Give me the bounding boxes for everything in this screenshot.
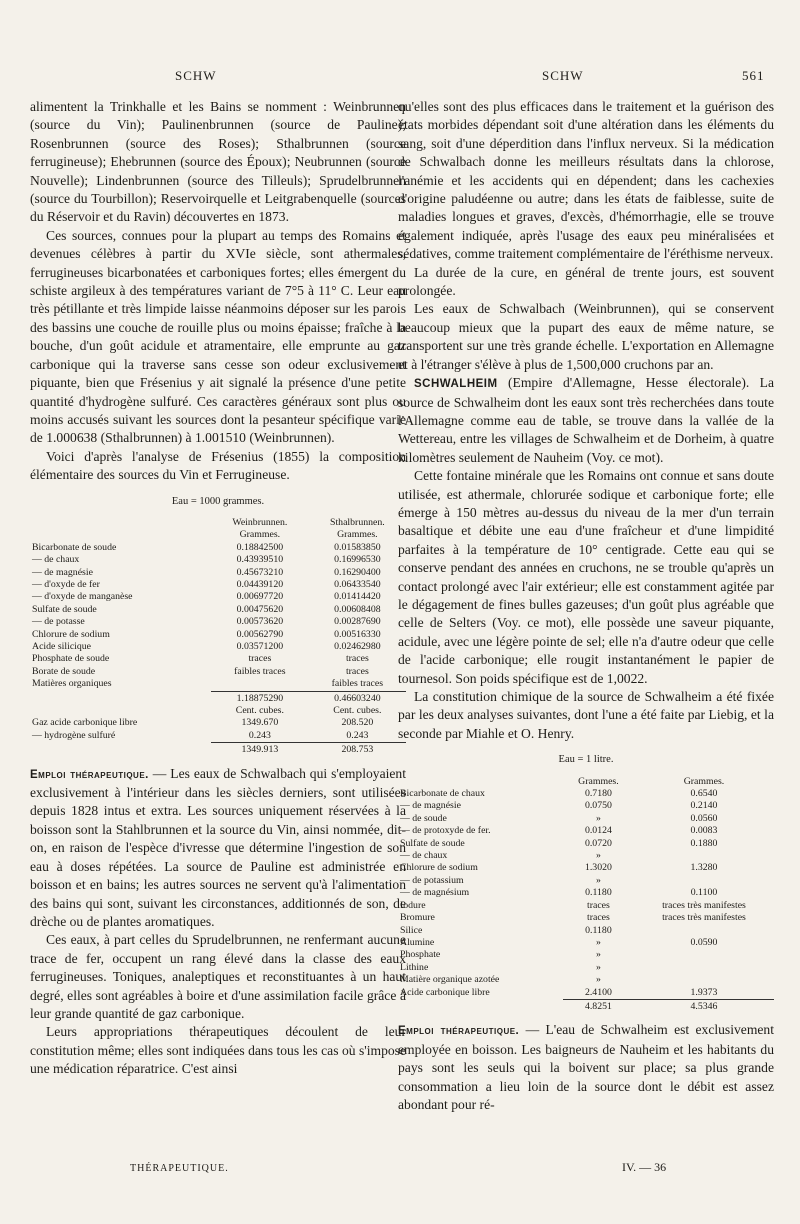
row-label: Acide silicique (32, 641, 92, 652)
row-label: — de potasse (32, 616, 85, 628)
table-row (30, 517, 406, 529)
cell-value: traces (587, 912, 610, 924)
cell-value: 1.18875290 (211, 691, 309, 705)
paragraph: Ces sources, connues pour la plupart au temps des Romains et devenues célèbres à partir du XVIe siècle, sont athermales, ferrugineuses bicarbonatées et carboniques fortes; elles émergent du schiste argileux à des températures variant de 7°5 à 11° C. Leur eau très pétillante et très limpide laisse néanmoins déposer sur les parois des bassins une couche de rouille plus ou moins épaisse; fraîche à la bouche, d'un goût acidule et atramentaire, elle emprunte au gaz carbonique qui la traverse sans cesse son odeur exclusivement piquante, bien que Frésenius y ait signalé la présence d'une petite quantité d'hydrogène sulfuré. Ces caractères généraux sont plus ou moins accusés suivant les sources dont la pesanteur spécifique varie de 1.000638 (Sthalbrunnen) à 1.001510 (Weinbrunnen). (30, 227, 406, 446)
row-label: — hydrogène sulfuré (32, 729, 116, 741)
row-label: Borate de soude (32, 665, 96, 677)
cell-value: 0.00573620 (236, 616, 284, 628)
cell-value: Weinbrunnen. (232, 516, 288, 528)
cell-value: 0.18842500 (236, 541, 284, 553)
row-label (30, 529, 211, 541)
cell-value: 0.00562790 (236, 628, 284, 640)
table-row (30, 641, 406, 653)
table-row (398, 962, 774, 974)
row-label (398, 999, 563, 1013)
cell-value: 208.753 (309, 743, 406, 757)
row-label: Acide carbonique libre (400, 986, 490, 998)
paragraph (398, 1021, 774, 1114)
cell-value (634, 949, 774, 961)
cell-value: faibles traces (234, 665, 286, 677)
cell-value: traces très manifestes (662, 912, 746, 924)
row-label: Phosphate (400, 949, 441, 961)
cell-value: 0.43939510 (236, 554, 284, 566)
row-label: Matière organique azotée (400, 974, 500, 986)
table-row (30, 529, 406, 541)
row-label: Alumine (400, 936, 435, 948)
table-row (30, 730, 406, 743)
cell-value: 0.0124 (584, 825, 612, 837)
cell-value: 0.00287690 (334, 616, 381, 628)
table-row (398, 987, 774, 1000)
table-caption: Eau = 1000 grammes. (171, 495, 265, 507)
paragraph: Leurs appropriations thérapeutiques découlent de leur constitution même; elles sont indiquées dans tous les cas où s'impose une médication réparatrice. C'est ainsi (30, 1024, 406, 1077)
row-label: — de magnésie (32, 566, 93, 578)
cell-value (634, 962, 774, 974)
cell-value: 0.06433540 (334, 578, 381, 590)
cell-value (211, 678, 309, 691)
table-row (30, 554, 406, 566)
cell-value: 0.16996530 (334, 554, 381, 566)
cell-value: 1349.913 (211, 743, 309, 757)
volume-signature: IV. — 36 (622, 1160, 667, 1174)
table-row (398, 937, 774, 949)
row-label: Sulfate de soude (400, 837, 465, 849)
row-label: — de chaux (32, 554, 80, 566)
paragraph (30, 765, 406, 932)
cell-value: 1.3280 (690, 862, 718, 874)
table-row (30, 542, 406, 554)
cell-value: 0.00475620 (236, 603, 284, 615)
section-heading: Emploi thérapeutique. (398, 1025, 520, 1038)
table-row (398, 875, 774, 887)
row-label: Gaz acide carbonique libre (32, 717, 138, 729)
table-row (398, 887, 774, 899)
cell-value: » (595, 974, 601, 986)
table-row (398, 776, 774, 788)
cell-value: 0.00608408 (334, 603, 381, 615)
analysis-table-schwalbach (30, 517, 406, 757)
row-label: Matières organiques (32, 678, 112, 690)
cell-value: 0.1100 (690, 887, 718, 899)
paragraph-text: — L'eau de Schwalheim est exclusivement employée en boisson. Les baigneurs de Nauheim et les habitants du pays sont les seuls qui la boivent sur place; sa plus grande consommation a lieu loin de la source dont le débit est assez abondant pour ré- (398, 1022, 775, 1112)
cell-value: 0.46603240 (309, 691, 406, 705)
table-row (398, 974, 774, 986)
cell-value: 0.0590 (690, 936, 718, 948)
cell-value: Grammes. (683, 775, 725, 787)
paragraph: qu'elles sont des plus efficaces dans le traitement et la guérison des états morbides dépendant soit d'une altération dans les éléments du sang, soit d'une déperdition dans l'influx nerveux. Si la médication de Schwalbach donne les meilleurs résultats dans la chlorose, l'anémie et les accidents qui en dépendent; dans les cachexies d'origine paludéenne ou autre; dans les états de faiblesse, suite de maladies longues et graves, d'excès, d'hémorrhagie, elle se trouve également indiquée, après l'usage des eaux peu minéralisées et sédatives, comme traitement complémentaire de l'éréthisme nerveux. (398, 99, 774, 262)
cell-value: 0.00697720 (236, 591, 284, 603)
cell-value: 4.5346 (634, 999, 774, 1013)
cell-value: Cent. cubes. (333, 705, 382, 717)
table-row (30, 666, 406, 678)
cell-value: 0.16290400 (334, 566, 381, 578)
cell-value: 2.4100 (584, 986, 612, 998)
cell-value: 0.243 (346, 729, 369, 741)
row-label (398, 776, 563, 788)
row-label: Bicarbonate de soude (32, 541, 117, 553)
section-heading: Emploi thérapeutique. (30, 768, 149, 781)
row-label: Sulfate de soude (32, 603, 97, 615)
cell-value: 0.0083 (690, 825, 718, 837)
paragraph: La constitution chimique de la source de Schwalheim a été fixée par les deux analyses suivantes, dont l'une a été faite par Liebig, et la seconde par Miahle et O. Henry. (398, 689, 774, 741)
right-column (398, 98, 774, 1114)
cell-value (634, 974, 774, 986)
row-label (30, 691, 211, 705)
cell-value: 0.04439120 (236, 578, 284, 590)
cell-value: Grammes. (239, 529, 281, 541)
paragraph: Cette fontaine minérale que les Romains ont connue et sans doute utilisée, est athermale, chlorurée sodique et carbonique forte; elle émerge à 150 mètres au-dessus du niveau de la mer d'un terrain basaltique et débite une eau d'une fraîcheur et d'une limpidité parfaites à la température de 10° centigrade. Cette eau qui se conserve pendant des années en cruchons, ne se trouble qu'après un contact prolongé avec l'air extérieur; elle est constamment agitée par le dégagement de fines bulles gazeuses; d'un goût plus agréable que celle de Selters (Voy. ce mot), elle possède une saveur piquante, acidule, avec une légère pointe de sel; elle n'a d'autre odeur que celle de l'acide carbonique; elle rougit instantanément le papier de tournesol. Son poids spécifique est de 1,0022. (398, 468, 774, 686)
footer-signature: THÉRAPEUTIQUE. (130, 1163, 229, 1174)
table-row (30, 591, 406, 603)
cell-value: 0.6540 (690, 788, 718, 800)
table-row (398, 862, 774, 874)
table-row (398, 949, 774, 961)
row-label (30, 517, 211, 529)
table-row (398, 925, 774, 937)
cell-value: 0.00516330 (334, 628, 381, 640)
cell-value (634, 875, 774, 887)
cell-value: » (595, 850, 601, 862)
cell-value: 0.1180 (585, 887, 612, 899)
table-row (30, 717, 406, 729)
table-row (398, 838, 774, 850)
page-number: 561 (742, 68, 765, 83)
entry-heading: SCHWALHEIM (414, 378, 498, 391)
cell-value (634, 850, 774, 862)
cell-value (634, 925, 774, 937)
cell-value: 0.03571200 (236, 641, 284, 652)
row-label: Chlorure de sodium (32, 628, 110, 640)
table-row (30, 604, 406, 616)
row-label: Bromure (400, 912, 435, 924)
cell-value: 0.243 (248, 729, 271, 741)
cell-value: Grammes. (337, 529, 378, 541)
paragraph: La durée de la cure, en général de trente jours, est souvent prolongée. (398, 264, 774, 299)
row-label (30, 743, 211, 757)
cell-value: 0.45673210 (236, 566, 284, 578)
table-row (30, 678, 406, 691)
table-row (398, 800, 774, 812)
cell-value: Cent. cubes. (235, 705, 284, 717)
cell-value: 0.01583850 (334, 541, 381, 553)
row-label: — d'oxyde de manganèse (32, 591, 133, 603)
analysis-table-schwalheim (398, 776, 774, 1014)
cell-value: 0.02462980 (334, 641, 381, 652)
table-row (30, 579, 406, 591)
table-row (398, 788, 774, 800)
paragraph-text: (Empire d'Allemagne, Hesse électorale). La source de Schwalheim dont les eaux sont très recherchées dans toute l'Allemagne comme eau de table, se trouve dans la vallée de la Wettereau, entre les villages de Schwalheim et de Dorheim, à quatre kilomètres seulement de Nauheim (Voy. ce mot). (398, 375, 774, 465)
cell-value: 0.7180 (584, 788, 612, 800)
table-row (398, 813, 774, 825)
cell-value: 0.0720 (584, 837, 612, 849)
cell-value: 0.01414420 (334, 591, 381, 603)
row-label: Bicarbonate de chaux (400, 788, 485, 800)
row-label: Phosphate de soude (32, 653, 110, 665)
cell-value: faibles traces (331, 678, 384, 690)
table-row (398, 912, 774, 924)
row-label: — de potassium (400, 874, 464, 886)
table-row (398, 999, 774, 1013)
table-row (30, 629, 406, 641)
cell-value: 0.2140 (690, 800, 718, 812)
row-label: Chlorure de sodium (400, 862, 478, 874)
running-head-left: SCHW (175, 68, 217, 83)
cell-value: 0.1880 (690, 837, 718, 849)
table-caption: Eau = 1 litre. (558, 754, 614, 766)
cell-value: 1.3020 (584, 862, 612, 874)
row-label: Silice (400, 924, 423, 936)
table-row (30, 705, 406, 717)
running-head-right: SCHW (542, 68, 584, 83)
cell-value: 0.0750 (584, 800, 612, 812)
row-label: — de magnésie (400, 800, 461, 812)
row-label: — de chaux (400, 850, 448, 862)
row-label: — de soude (400, 812, 447, 824)
table-row (30, 616, 406, 628)
cell-value: 0.0560 (690, 812, 718, 824)
row-label: — d'oxyde de fer (32, 578, 100, 590)
row-label: — de protoxyde de fer. (400, 825, 491, 837)
cell-value: traces très manifestes (662, 899, 746, 911)
cell-value: » (595, 961, 601, 973)
cell-value: traces (345, 653, 369, 665)
table-row (30, 691, 406, 705)
row-label (30, 705, 211, 717)
paragraph (398, 374, 774, 467)
cell-value: 208.520 (341, 717, 374, 729)
table-row (30, 653, 406, 665)
cell-value: » (595, 936, 601, 948)
cell-value: 1349.670 (241, 717, 279, 729)
cell-value: » (595, 874, 601, 886)
table-row (398, 825, 774, 837)
cell-value: traces (587, 899, 610, 911)
cell-value: » (595, 812, 601, 824)
paragraph: Voici d'après l'analyse de Frésenius (1855) la composition élémentaire des sources du Vin et Ferrugineuse. (30, 448, 406, 483)
cell-value: Sthalbrunnen. (330, 516, 385, 528)
cell-value: 4.8251 (563, 999, 634, 1013)
table-row (30, 567, 406, 579)
row-label: Lithine (400, 961, 429, 973)
paragraph-text: — Les eaux de Schwalbach qui s'employaient exclusivement à l'intérieur dans les siècles derniers, sont utilisées depuis 1828 intus et extra. Les sources uniquement réservées à la boisson sont la Stahlbrunnen et la source du Vin, ainsi nommée, dit-on, en raison de l'espèce d'ivresse que détermine l'ingestion de son eau à doses répétées. La source de Pauline est administrée en boisson et en bains; les autres sources ne servent qu'à l'alimentation des bains qui sont, suivant les circonstances, additionnés de son, de drèche ou de plantes aromatiques. (30, 765, 407, 929)
left-column (30, 98, 406, 1079)
cell-value: traces (248, 653, 272, 665)
row-label: Iodure (400, 899, 426, 911)
row-label: — de magnésium (400, 887, 470, 899)
cell-value: 1.9373 (690, 986, 718, 998)
cell-value: traces (345, 665, 369, 677)
table-row (398, 850, 774, 862)
cell-value: Grammes. (578, 775, 619, 787)
table-row (398, 900, 774, 912)
paragraph: Les eaux de Schwalbach (Weinbrunnen), qui se conservent beaucoup mieux que la pupart des eaux de même nature, se transportent sur une très grande échelle. L'exportation en Allemagne et à l'étranger s'élève à plus de 1,500,000 cruchons par an. (398, 301, 774, 372)
cell-value: 0.1180 (585, 924, 612, 936)
cell-value: » (595, 949, 601, 961)
paragraph: alimentent la Trinkhalle et les Bains se nomment : Weinbrunnen (source du Vin); Paulinenbrunnen (source de Pauline); Rosenbrunnen (source des Roses); Sthalbrunnen (source ferrugineuse); Ehebrunnen (source des Époux); Neubrunnen (source Nouvelle); Lindenbrunnen (source des Tilleuls); Sprudelbrunnen (source du Tourbillon); Reservoirquelle et Leitgrabenquelle (sources du Réservoir et du Ravin) découvertes en 1873. (30, 99, 406, 225)
table-row (30, 743, 406, 757)
paragraph: Ces eaux, à part celles du Sprudelbrunnen, ne renfermant aucune trace de fer, occupent un rang élevé dans la classe des eaux ferrugineuses. Toniques, analeptiques et reconstituantes à un haut degré, elles sont agréables à boire et d'une assimilation facile grâce à leur grande quantité de gaz carbonique. (30, 932, 406, 1021)
